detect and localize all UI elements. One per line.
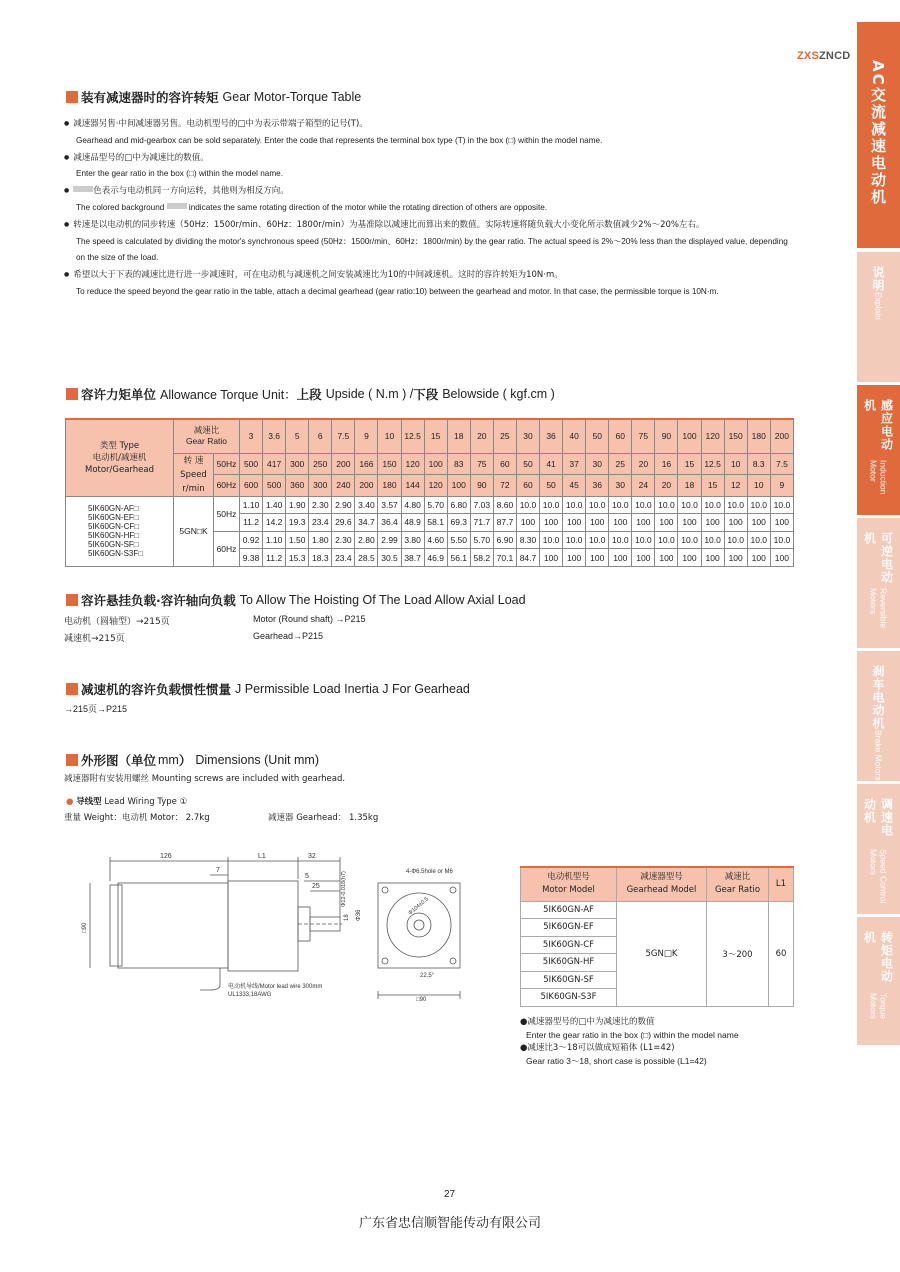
speed_50-cell: 75 — [470, 453, 493, 475]
hz50-row-label: 50Hz — [214, 496, 240, 531]
model-l1: 60 — [769, 901, 794, 1006]
ratios-cell: 20 — [470, 419, 493, 453]
motor-endcap — [110, 885, 122, 966]
bullet-icon: ● — [66, 797, 74, 807]
speed_50-cell: 25 — [609, 453, 632, 475]
speed_60-cell: 15 — [701, 475, 724, 497]
t50_kgf-cell: 34.7 — [355, 514, 378, 532]
section-title-torque-unit: 容许力矩单位 Allowance Torque Unit： 上段 Upside ( N.m ) / 下段 Belowside ( kgf.cm ) — [66, 385, 555, 403]
speed_60-cell: 45 — [563, 475, 586, 497]
dim-36: Φ36 — [356, 909, 362, 921]
motor-models: 5IK60GN-AF□ 5IK60GN-EF□ 5IK60GN-CF□ 5IK60GN-HF□ 5IK60GN-SF□ 5IK60GN-S3F□ — [66, 496, 174, 566]
company-name: 广东省忠信顺智能传动有限公司 — [358, 1216, 541, 1231]
section-title-load-inertia: 减速机的容许负载惯性惯量 J Permissible Load Inertia J For Gearhead — [66, 680, 470, 698]
t60_kgf-cell: 100 — [609, 549, 632, 567]
speed_50-cell: 100 — [424, 453, 447, 475]
ratios-cell: 30 — [516, 419, 539, 453]
t60_nm-cell: 0.92 — [240, 531, 263, 549]
t60_nm-cell: 2.80 — [355, 531, 378, 549]
ratios-cell: 90 — [655, 419, 678, 453]
t50_nm-cell: 2.90 — [332, 496, 355, 514]
t50_kgf-cell: 100 — [609, 514, 632, 532]
model-h-ratio: 减速比 Gear Ratio — [707, 867, 769, 901]
ratios-cell: 200 — [770, 419, 793, 453]
dim-18: 18 — [344, 914, 350, 921]
ratios-cell: 150 — [724, 419, 747, 453]
speed_60-cell: 12 — [724, 475, 747, 497]
t50_kgf-cell: 100 — [563, 514, 586, 532]
t50_nm-cell: 10.0 — [586, 496, 609, 514]
t60_kgf-cell: 100 — [701, 549, 724, 567]
dim-l1: L1 — [258, 853, 266, 860]
inertia-ref: →215页→P215 — [64, 704, 128, 714]
dim-90-side: □90 — [82, 922, 88, 933]
ratios-cell: 12.5 — [401, 419, 424, 453]
t60_nm-cell: 10.0 — [632, 531, 655, 549]
t50_kgf-cell: 48.9 — [401, 514, 424, 532]
tab-brake-motors[interactable]: 刹车电动机 Brake Motors — [857, 651, 900, 781]
t50_nm-cell: 10.0 — [563, 496, 586, 514]
model-h-l1: L1 — [769, 867, 794, 901]
t60_kgf-cell: 100 — [770, 549, 793, 567]
t50_kgf-cell: 71.7 — [470, 514, 493, 532]
t50_nm-cell: 10.0 — [655, 496, 678, 514]
t60_kgf-cell: 100 — [655, 549, 678, 567]
dimension-drawing — [80, 845, 470, 1015]
t50_nm-cell: 10.0 — [678, 496, 701, 514]
hoisting-gear-ref-en: Gearhead→P215 — [253, 631, 324, 641]
ratios-cell: 100 — [678, 419, 701, 453]
speed_60-cell: 30 — [609, 475, 632, 497]
tab-reversible-motors[interactable]: 可逆电动机 Reversible Motors — [857, 518, 900, 648]
t60_kgf-cell: 46.9 — [424, 549, 447, 567]
note-colored-cn: ● 色表示与电动机同一方向运转，其他则为相反方向。 — [64, 183, 794, 200]
t60_kgf-cell: 58.2 — [470, 549, 493, 567]
t50_nm-cell: 1.10 — [240, 496, 263, 514]
speed_50-cell: 500 — [240, 453, 263, 475]
speed_50-cell: 60 — [493, 453, 516, 475]
t60_kgf-cell: 15.3 — [286, 549, 309, 567]
speed_60-cell: 300 — [309, 475, 332, 497]
t50_kgf-cell: 69.3 — [447, 514, 470, 532]
motor-body — [118, 883, 228, 968]
t50_nm-cell: 1.90 — [286, 496, 309, 514]
ratios-cell: 10 — [378, 419, 401, 453]
model-motor: 5IK60GN-AF — [521, 901, 617, 919]
t60_kgf-cell: 30.5 — [378, 549, 401, 567]
speed_50-cell: 8.3 — [747, 453, 770, 475]
speed_60-cell: 100 — [447, 475, 470, 497]
t50_nm-cell: 6.80 — [447, 496, 470, 514]
t50_kgf-cell: 100 — [655, 514, 678, 532]
color-swatch — [73, 186, 93, 192]
notes-list: ● 减速器另售·中间减速器另售。电动机型号的□中为表示带端子箱型的记号(T)。 Gearhead and mid-gearbox can be sold separately. Enter the code that represents the terminal box type (T) in the box (□) within the model name. ● 减速品型号的□中为减速比的数值。 Enter the gear ratio in the box (□) within the model name. ● 色表示与电动机同一方向运转，其他则为相反方向。 The colored background indicates the same rotating direction of the motor while the rotating direction of others are opposite. ● 转速是以电动机的同步转速（50Hz：1500r/min、60Hz：1800r/min）为基准除以减速比而算出来的数值。实际转速将随负载大小变化所示数值减少2%～20%左右。 The speed is calculated by dividing the motor's synchronous speed (50Hz：1500r/min、60Hz：1800r/min) by the gear ratio. The actual speed is 2%～20% less than the displayed value, depending on the size of the load. ● 希望以大于下表的减速比进行进一步减速时，可在电动机与减速机之间安装减速比为10的中间减速机。这时的容许转矩为10N·m。 To reduce the speed beyond the gear ratio in the table, attach a decimal gearhead (gear ratio:10) between the gearhead and motor. In that case, the permissible torque is 10N·m. — [64, 116, 794, 301]
speed_50-cell: 200 — [332, 453, 355, 475]
t60_nm-cell: 4.60 — [424, 531, 447, 549]
speed_50-cell: 300 — [286, 453, 309, 475]
section-title-gear-motor-torque: 装有减速器时的容许转矩 Gear Motor-Torque Table — [66, 88, 361, 106]
speed_50-cell: 37 — [563, 453, 586, 475]
speed_60-cell: 144 — [401, 475, 424, 497]
type-header: 类型 Type 电动机/减速机 Motor/Gearhead — [66, 419, 174, 496]
t50_nm-cell: 10.0 — [609, 496, 632, 514]
model-motor: 5IK60GN-CF — [521, 936, 617, 954]
t50_kgf-cell: 100 — [586, 514, 609, 532]
t50_kgf-cell: 87.7 — [493, 514, 516, 532]
speed_50-cell: 417 — [263, 453, 286, 475]
tab-explain[interactable]: 说明 Explain — [857, 252, 900, 382]
t60_nm-cell: 1.50 — [286, 531, 309, 549]
ratios-cell: 15 — [424, 419, 447, 453]
ratios-cell: 180 — [747, 419, 770, 453]
speed_50-cell: 7.5 — [770, 453, 793, 475]
speed_50-cell: 120 — [401, 453, 424, 475]
ratios-cell: 18 — [447, 419, 470, 453]
ratios-cell: 36 — [540, 419, 563, 453]
t50_kgf-cell: 23.4 — [309, 514, 332, 532]
t60_kgf-cell: 23.4 — [332, 549, 355, 567]
t60_nm-cell: 5.70 — [470, 531, 493, 549]
t60_nm-cell: 10.0 — [609, 531, 632, 549]
t60_kgf-cell: 11.2 — [263, 549, 286, 567]
note-colored-en: The colored background indicates the same rotating direction of the motor while the rotating direction of others are opposite. — [76, 202, 548, 212]
t60_nm-cell: 10.0 — [540, 531, 563, 549]
t60_kgf-cell: 100 — [747, 549, 770, 567]
model-ratio: 3～200 — [707, 901, 769, 1006]
speed_60-cell: 180 — [378, 475, 401, 497]
speed_60-cell: 240 — [332, 475, 355, 497]
speed_50-cell: 15 — [678, 453, 701, 475]
t60_nm-cell: 10.0 — [678, 531, 701, 549]
t50_nm-cell: 3.57 — [378, 496, 401, 514]
dim-32: 32 — [308, 853, 316, 860]
t60_kgf-cell: 100 — [724, 549, 747, 567]
speed_50-cell: 150 — [378, 453, 401, 475]
dim-shaft-dia: Φ12-0.018(h7) — [341, 871, 347, 907]
section-marker — [66, 388, 78, 400]
section-title-hoisting-load: 容许悬挂负载·容许轴向负载 To Allow The Hoisting Of The Load Allow Axial Load — [66, 591, 526, 609]
section-title-dimensions: 外形图（单位 mm ） Dimensions (Unit mm) — [66, 751, 319, 769]
t50_kgf-cell: 14.2 — [263, 514, 286, 532]
model-gearhead: 5GN□K — [617, 901, 707, 1006]
screws-note: 减速器附有安装用螺丝 Mounting screws are included with gearhead. — [64, 774, 346, 784]
t50_nm-cell: 10.0 — [724, 496, 747, 514]
t60_nm-cell: 6.90 — [493, 531, 516, 549]
speed_60-cell: 360 — [286, 475, 309, 497]
speed_50-cell: 166 — [355, 453, 378, 475]
lead-wiring-type: ● 导线型 Lead Wiring Type ① — [66, 797, 188, 807]
t50_kgf-cell: 100 — [678, 514, 701, 532]
model-motor: 5IK60GN-HF — [521, 954, 617, 972]
ratios-cell: 120 — [701, 419, 724, 453]
t60_nm-cell: 8.30 — [516, 531, 539, 549]
speed_60-cell: 200 — [355, 475, 378, 497]
dim-5: 5 — [305, 873, 309, 880]
torque-table — [65, 418, 794, 567]
hz60-label: 60Hz — [214, 475, 240, 497]
ratios-cell: 40 — [563, 419, 586, 453]
speed_50-cell: 12.5 — [701, 453, 724, 475]
speed_50-cell: 10 — [724, 453, 747, 475]
ratio-header: 减速比 Gear Ratio — [174, 419, 240, 453]
t50_kgf-cell: 58.1 — [424, 514, 447, 532]
t60_nm-cell: 1.10 — [263, 531, 286, 549]
hz60-row-label: 60Hz — [214, 531, 240, 566]
ratios-cell: 25 — [493, 419, 516, 453]
t50_nm-cell: 7.03 — [470, 496, 493, 514]
t50_nm-cell: 2.30 — [309, 496, 332, 514]
ratios-cell: 3.6 — [263, 419, 286, 453]
t60_nm-cell: 2.99 — [378, 531, 401, 549]
t60_kgf-cell: 100 — [586, 549, 609, 567]
t50_kgf-cell: 19.3 — [286, 514, 309, 532]
t60_nm-cell: 5.50 — [447, 531, 470, 549]
dim-126: 126 — [160, 853, 172, 860]
t50_kgf-cell: 100 — [770, 514, 793, 532]
ratios-cell: 6 — [309, 419, 332, 453]
speed_60-cell: 9 — [770, 475, 793, 497]
t60_nm-cell: 2.30 — [332, 531, 355, 549]
weight-gearhead: 减速器 Gearhead： 1.35kg — [268, 813, 379, 823]
t50_kgf-cell: 36.4 — [378, 514, 401, 532]
dim-angle: 22.5° — [420, 973, 435, 979]
model-h-motor: 电动机型号 Motor Model — [521, 867, 617, 901]
t50_nm-cell: 4.80 — [401, 496, 424, 514]
t50_kgf-cell: 100 — [516, 514, 539, 532]
tab-induction-motor[interactable]: 感应电动机 Induction Motor — [857, 385, 900, 515]
t50_kgf-cell: 100 — [724, 514, 747, 532]
t60_nm-cell: 1.80 — [309, 531, 332, 549]
tab-ac-gear-motor[interactable]: AC交流减速电动机 — [857, 22, 900, 248]
t60_kgf-cell: 38.7 — [401, 549, 424, 567]
ratios-cell: 75 — [632, 419, 655, 453]
t60_nm-cell: 10.0 — [655, 531, 678, 549]
page-number: 27 — [444, 1189, 456, 1200]
model-notes: ●减速器型号的□中为减速比的数值 Enter the gear ratio in the box (□) within the model name ●减速比3～18可以做成短箱体 (L1=42) Gear ratio 3～18, short case is possible (L1=42) — [520, 1017, 739, 1066]
t50_nm-cell: 1.40 — [263, 496, 286, 514]
t60_kgf-cell: 100 — [632, 549, 655, 567]
t50_nm-cell: 3.40 — [355, 496, 378, 514]
ratios-cell: 60 — [609, 419, 632, 453]
speed_60-cell: 72 — [493, 475, 516, 497]
speed_60-cell: 90 — [470, 475, 493, 497]
speed_60-cell: 600 — [240, 475, 263, 497]
ratios-cell: 7.5 — [332, 419, 355, 453]
dim-7: 7 — [216, 867, 220, 874]
speed-header: 转 速 Speed r/min — [174, 453, 214, 496]
t60_kgf-cell: 70.1 — [493, 549, 516, 567]
t50_kgf-cell: 29.6 — [332, 514, 355, 532]
speed_60-cell: 120 — [424, 475, 447, 497]
t60_nm-cell: 10.0 — [724, 531, 747, 549]
brand-logo: ZXSZNCD — [797, 50, 850, 62]
model-motor: 5IK60GN-EF — [521, 919, 617, 937]
t50_nm-cell: 10.0 — [516, 496, 539, 514]
ratios-cell: 3 — [240, 419, 263, 453]
t60_kgf-cell: 28.5 — [355, 549, 378, 567]
speed_50-cell: 50 — [516, 453, 539, 475]
t50_kgf-cell: 100 — [632, 514, 655, 532]
ratios-cell: 9 — [355, 419, 378, 453]
speed_60-cell: 60 — [516, 475, 539, 497]
dim-90-front: □90 — [416, 997, 427, 1003]
wire-spec: UL1333,18AWG — [228, 992, 272, 998]
speed_60-cell: 20 — [655, 475, 678, 497]
speed_50-cell: 20 — [632, 453, 655, 475]
section-marker — [66, 754, 78, 766]
tab-torque-motors[interactable]: 转矩电动机 Torque Motors — [857, 917, 900, 1045]
color-swatch — [167, 203, 187, 209]
t50_nm-cell: 10.0 — [701, 496, 724, 514]
t50_kgf-cell: 100 — [540, 514, 563, 532]
t60_kgf-cell: 100 — [540, 549, 563, 567]
dim-25: 25 — [312, 883, 320, 890]
ratios-cell: 5 — [286, 419, 309, 453]
model-motor: 5IK60GN-S3F — [521, 989, 617, 1007]
t60_nm-cell: 10.0 — [586, 531, 609, 549]
speed_60-cell: 500 — [263, 475, 286, 497]
t60_kgf-cell: 56.1 — [447, 549, 470, 567]
t50_nm-cell: 10.0 — [632, 496, 655, 514]
speed_50-cell: 16 — [655, 453, 678, 475]
gearhead-model: 5GN□K — [174, 496, 214, 566]
speed_50-cell: 83 — [447, 453, 470, 475]
t50_kgf-cell: 100 — [747, 514, 770, 532]
section-marker — [66, 683, 78, 695]
tab-speed-control-motors[interactable]: 调速电动机 Speed Control Motors — [857, 784, 900, 914]
t50_nm-cell: 10.0 — [747, 496, 770, 514]
wire-label: 电动机导线/Motor lead wire 300mm — [228, 984, 323, 990]
model-table — [520, 866, 794, 1007]
t60_kgf-cell: 100 — [678, 549, 701, 567]
dim-pcd: Φ104±0.5 — [407, 896, 430, 917]
t50_nm-cell: 5.70 — [424, 496, 447, 514]
t50_nm-cell: 10.0 — [540, 496, 563, 514]
t60_nm-cell: 10.0 — [747, 531, 770, 549]
t50_nm-cell: 10.0 — [770, 496, 793, 514]
speed_50-cell: 250 — [309, 453, 332, 475]
dim-holes: 4-Φ6.5hole or M6 — [406, 869, 453, 875]
t60_kgf-cell: 9.38 — [240, 549, 263, 567]
speed_60-cell: 24 — [632, 475, 655, 497]
t60_nm-cell: 10.0 — [770, 531, 793, 549]
t60_nm-cell: 10.0 — [563, 531, 586, 549]
model-motor: 5IK60GN-SF — [521, 971, 617, 989]
model-h-gearhead: 减速器型号 Gearhead Model — [617, 867, 707, 901]
section-marker — [66, 594, 78, 606]
gearhead-body — [228, 881, 298, 971]
speed_60-cell: 36 — [586, 475, 609, 497]
speed_60-cell: 50 — [540, 475, 563, 497]
speed_60-cell: 18 — [678, 475, 701, 497]
t60_nm-cell: 3.80 — [401, 531, 424, 549]
t50_nm-cell: 8.60 — [493, 496, 516, 514]
hoisting-motor-ref-cn: 电动机（圆轴型）→215页 — [64, 617, 170, 627]
speed_50-cell: 41 — [540, 453, 563, 475]
t60_nm-cell: 10.0 — [701, 531, 724, 549]
speed_50-cell: 30 — [586, 453, 609, 475]
hoisting-gear-ref-cn: 减速机→215页 — [64, 634, 125, 644]
hz50-label: 50Hz — [214, 453, 240, 475]
t50_kgf-cell: 11.2 — [240, 514, 263, 532]
t60_kgf-cell: 84.7 — [516, 549, 539, 567]
hoisting-motor-ref-en: Motor (Round shaft) →P215 — [253, 614, 366, 624]
ratios-cell: 50 — [586, 419, 609, 453]
section-marker — [66, 91, 78, 103]
t60_kgf-cell: 100 — [563, 549, 586, 567]
t60_kgf-cell: 18.3 — [309, 549, 332, 567]
speed_60-cell: 10 — [747, 475, 770, 497]
weight-motor: 重量 Weight：电动机 Motor： 2.7kg — [64, 813, 210, 823]
t50_kgf-cell: 100 — [701, 514, 724, 532]
